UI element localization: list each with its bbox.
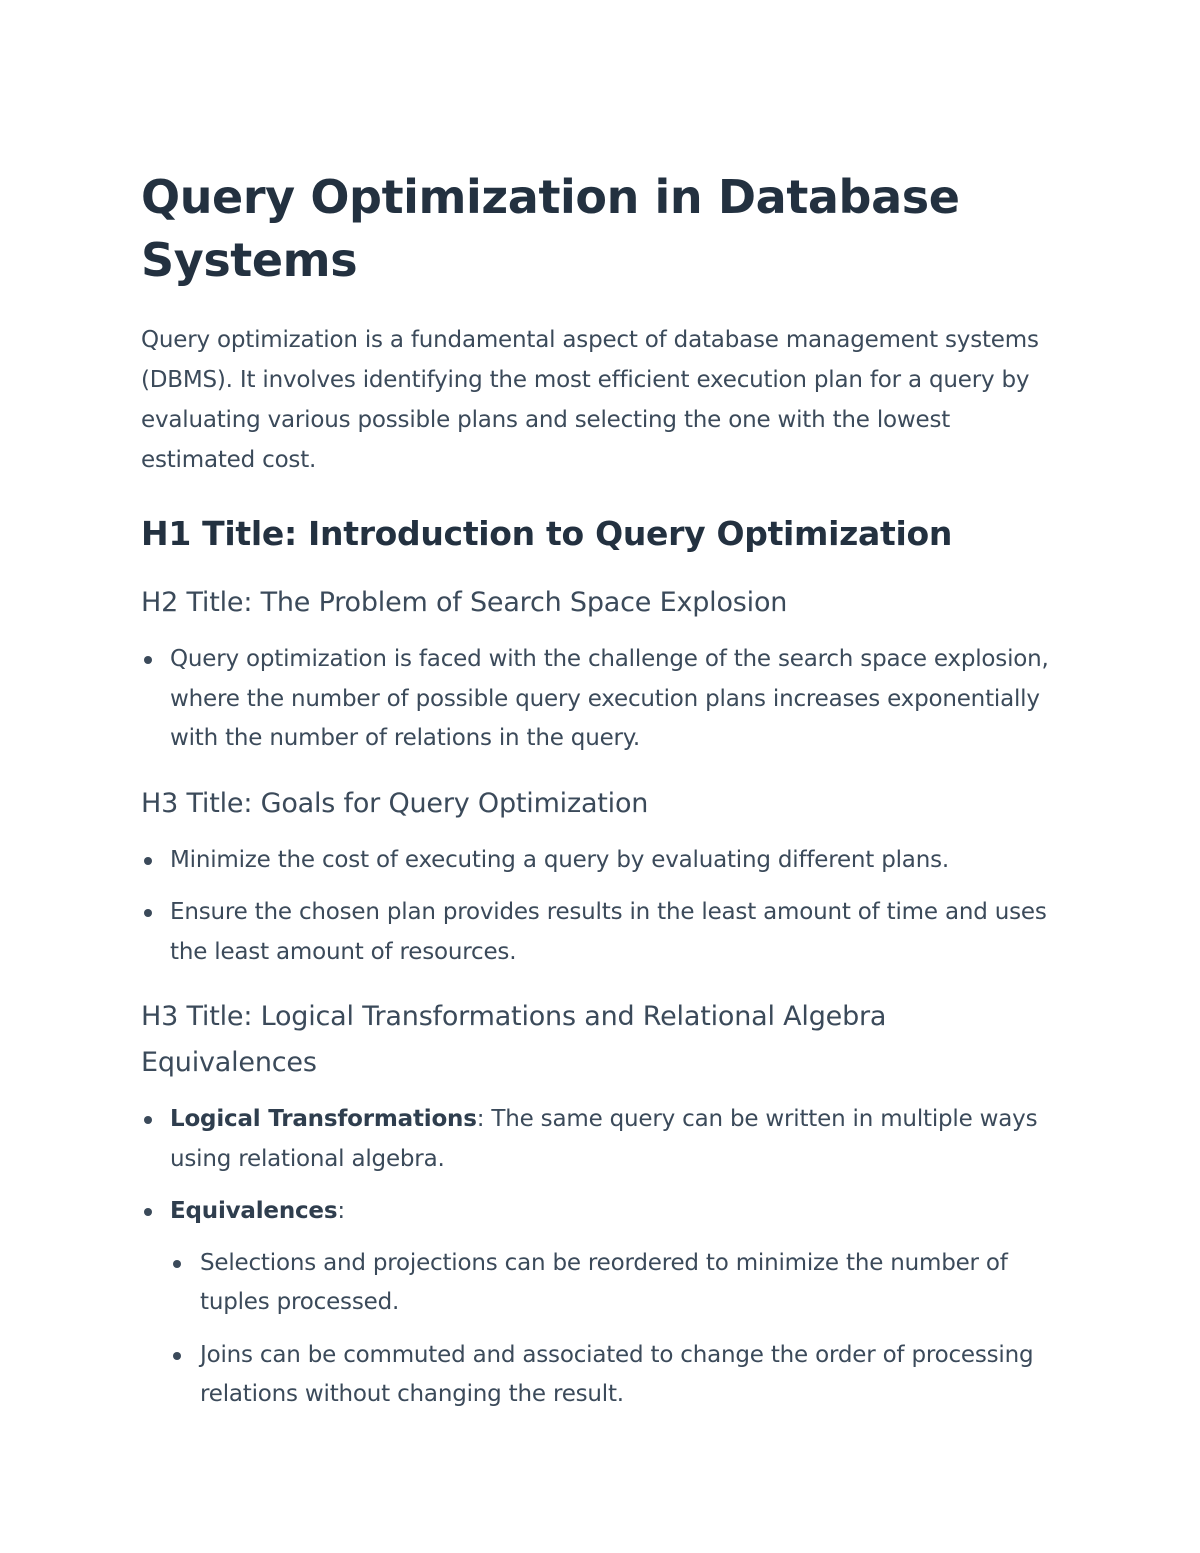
goals-list bbox=[141, 841, 1060, 973]
sublist-item: Selections and projections can be reordered to minimize the number of tuples processed. bbox=[170, 1244, 1060, 1323]
item-text: : The same query can be written in multiple ways using relational algebra. bbox=[170, 1106, 1038, 1172]
list-item: Ensure the chosen plan provides results in the least amount of time and uses the least amount of resources. bbox=[141, 893, 1060, 972]
item-label: Logical Transformations bbox=[170, 1106, 477, 1132]
search-space-list bbox=[141, 640, 1060, 759]
item-label: Equivalences bbox=[170, 1198, 338, 1224]
item-text: : bbox=[337, 1198, 345, 1224]
equivalences-sublist bbox=[170, 1244, 1060, 1415]
list-item: Minimize the cost of executing a query by evaluating different plans. bbox=[141, 841, 1060, 881]
section-heading-introduction: H1 Title: Introduction to Query Optimization bbox=[141, 514, 953, 553]
intro-paragraph: Query optimization is a fundamental aspect of database management systems (DBMS). It involves identifying the most efficient execution plan for a query by evaluating various possible plans and selecting the one with the lowest estimated cost. bbox=[141, 327, 1039, 473]
logical-transformations-list bbox=[141, 1100, 1060, 1415]
section-heading-logical-transformations: H3 Title: Logical Transformations and Relational Algebra Equivalences bbox=[141, 1001, 887, 1078]
list-item-logical-transformations bbox=[141, 1100, 1060, 1179]
section-heading-goals: H3 Title: Goals for Query Optimization bbox=[141, 787, 649, 819]
section-heading-search-space: H2 Title: The Problem of Search Space Explosion bbox=[141, 587, 788, 618]
list-item: Query optimization is faced with the challenge of the search space explosion, where the number of possible query execution plans increases exponentially with the number of relations in the query. bbox=[141, 640, 1060, 759]
sublist-item: Joins can be commuted and associated to change the order of processing relations without changing the result. bbox=[170, 1336, 1060, 1415]
document-title: Query Optimization in Database Systems bbox=[141, 170, 960, 287]
list-item-equivalences bbox=[141, 1192, 1060, 1415]
